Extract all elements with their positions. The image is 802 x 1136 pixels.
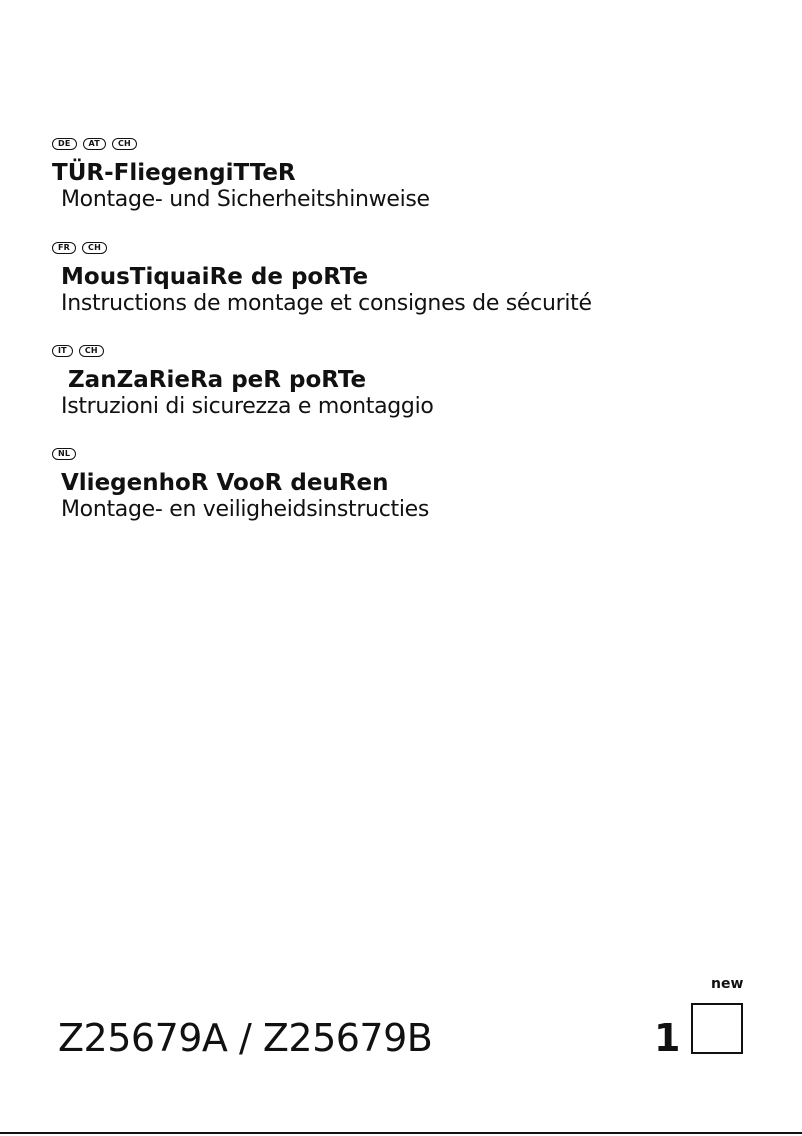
page-number: 1 (654, 1016, 681, 1060)
country-badge-it: IT (52, 345, 73, 357)
language-section-nl (52, 447, 429, 523)
country-flags (52, 344, 434, 358)
country-badge-at: AT (83, 138, 106, 150)
bottom-rule (0, 1132, 802, 1134)
country-flags (52, 241, 592, 255)
product-subtitle-it: Istruzioni di sicurezza e montaggio (61, 394, 434, 419)
language-section-fr (52, 241, 592, 317)
country-flags (52, 137, 430, 151)
country-badge-nl: NL (52, 448, 76, 460)
product-title-fr: MousTiquaiRe de poRTe (61, 264, 369, 290)
product-subtitle-de: Montage- und Sicherheitshinweise (61, 187, 430, 212)
language-section-de (52, 137, 430, 213)
new-label: new (711, 976, 744, 992)
country-badge-ch: CH (112, 138, 137, 150)
product-subtitle-fr: Instructions de montage et consignes de sécurité (61, 291, 592, 316)
country-badge-ch: CH (79, 345, 104, 357)
country-flags (52, 447, 429, 461)
country-badge-fr: FR (52, 242, 76, 254)
language-section-it (52, 344, 434, 420)
product-title-de: TÜR-FliegengiTTeR (52, 160, 296, 186)
country-badge-ch: CH (82, 242, 107, 254)
model-number: Z25679A / Z25679B (58, 1016, 433, 1060)
product-title-it: ZanZaRieRa peR poRTe (68, 367, 367, 393)
empty-box (691, 1003, 743, 1054)
country-badge-de: DE (52, 138, 77, 150)
product-subtitle-nl: Montage- en veiligheidsinstructies (61, 497, 430, 522)
product-title-nl: VliegenhoR VooR deuRen (61, 470, 389, 496)
